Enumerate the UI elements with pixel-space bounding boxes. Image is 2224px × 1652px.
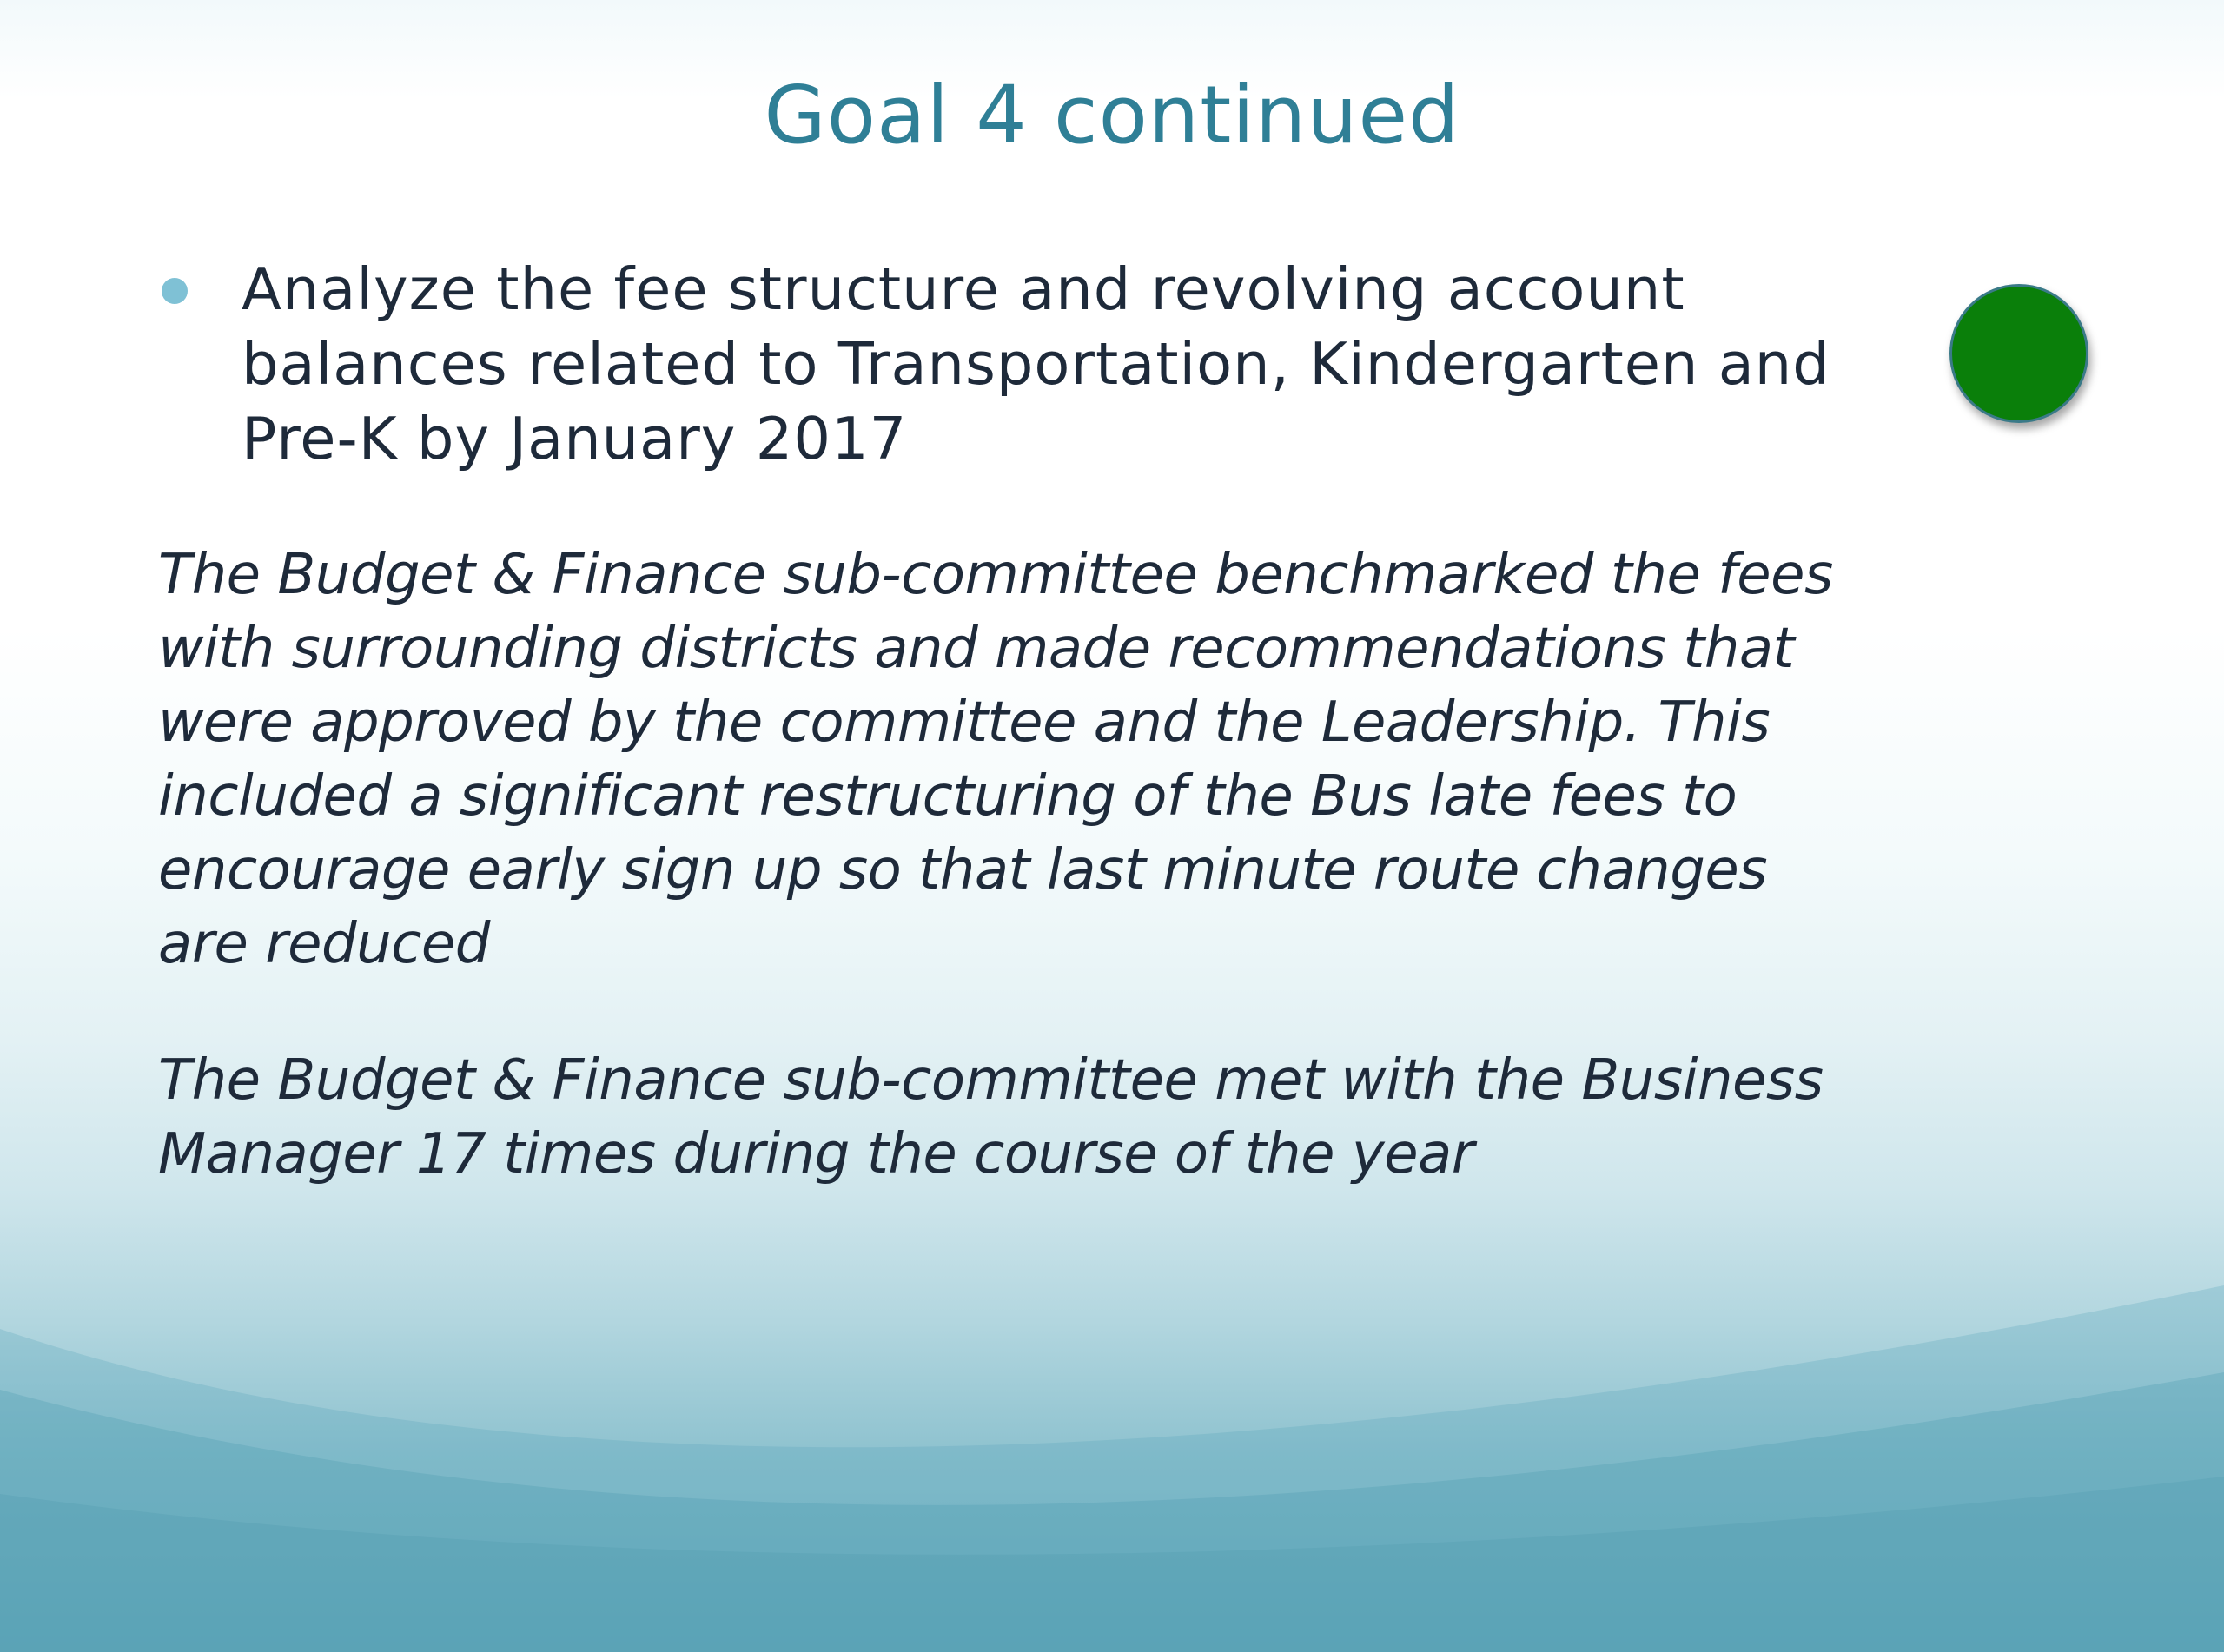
green-status-circle-icon — [1949, 284, 2088, 423]
paragraph-meetings: The Budget & Finance sub-committee met with the Business Manager 17 times during the course of the year — [158, 1048, 1824, 1186]
slide-title: Goal 4 continued — [764, 69, 1460, 162]
bullet-text: Analyze the fee structure and revolving account balances related to Transportation, Kindergarten and Pre-K by January 2017 — [242, 255, 1830, 472]
paragraph-benchmark: The Budget & Finance sub-committee benchmarked the fees with surrounding districts and made recommendations that were approved by the committee and the Leadership. This included a significant restructuring of the Bus late fees to encourage early sign up so that last minute route changes are reduced — [158, 543, 1833, 976]
bullet-dot-icon — [162, 278, 188, 304]
